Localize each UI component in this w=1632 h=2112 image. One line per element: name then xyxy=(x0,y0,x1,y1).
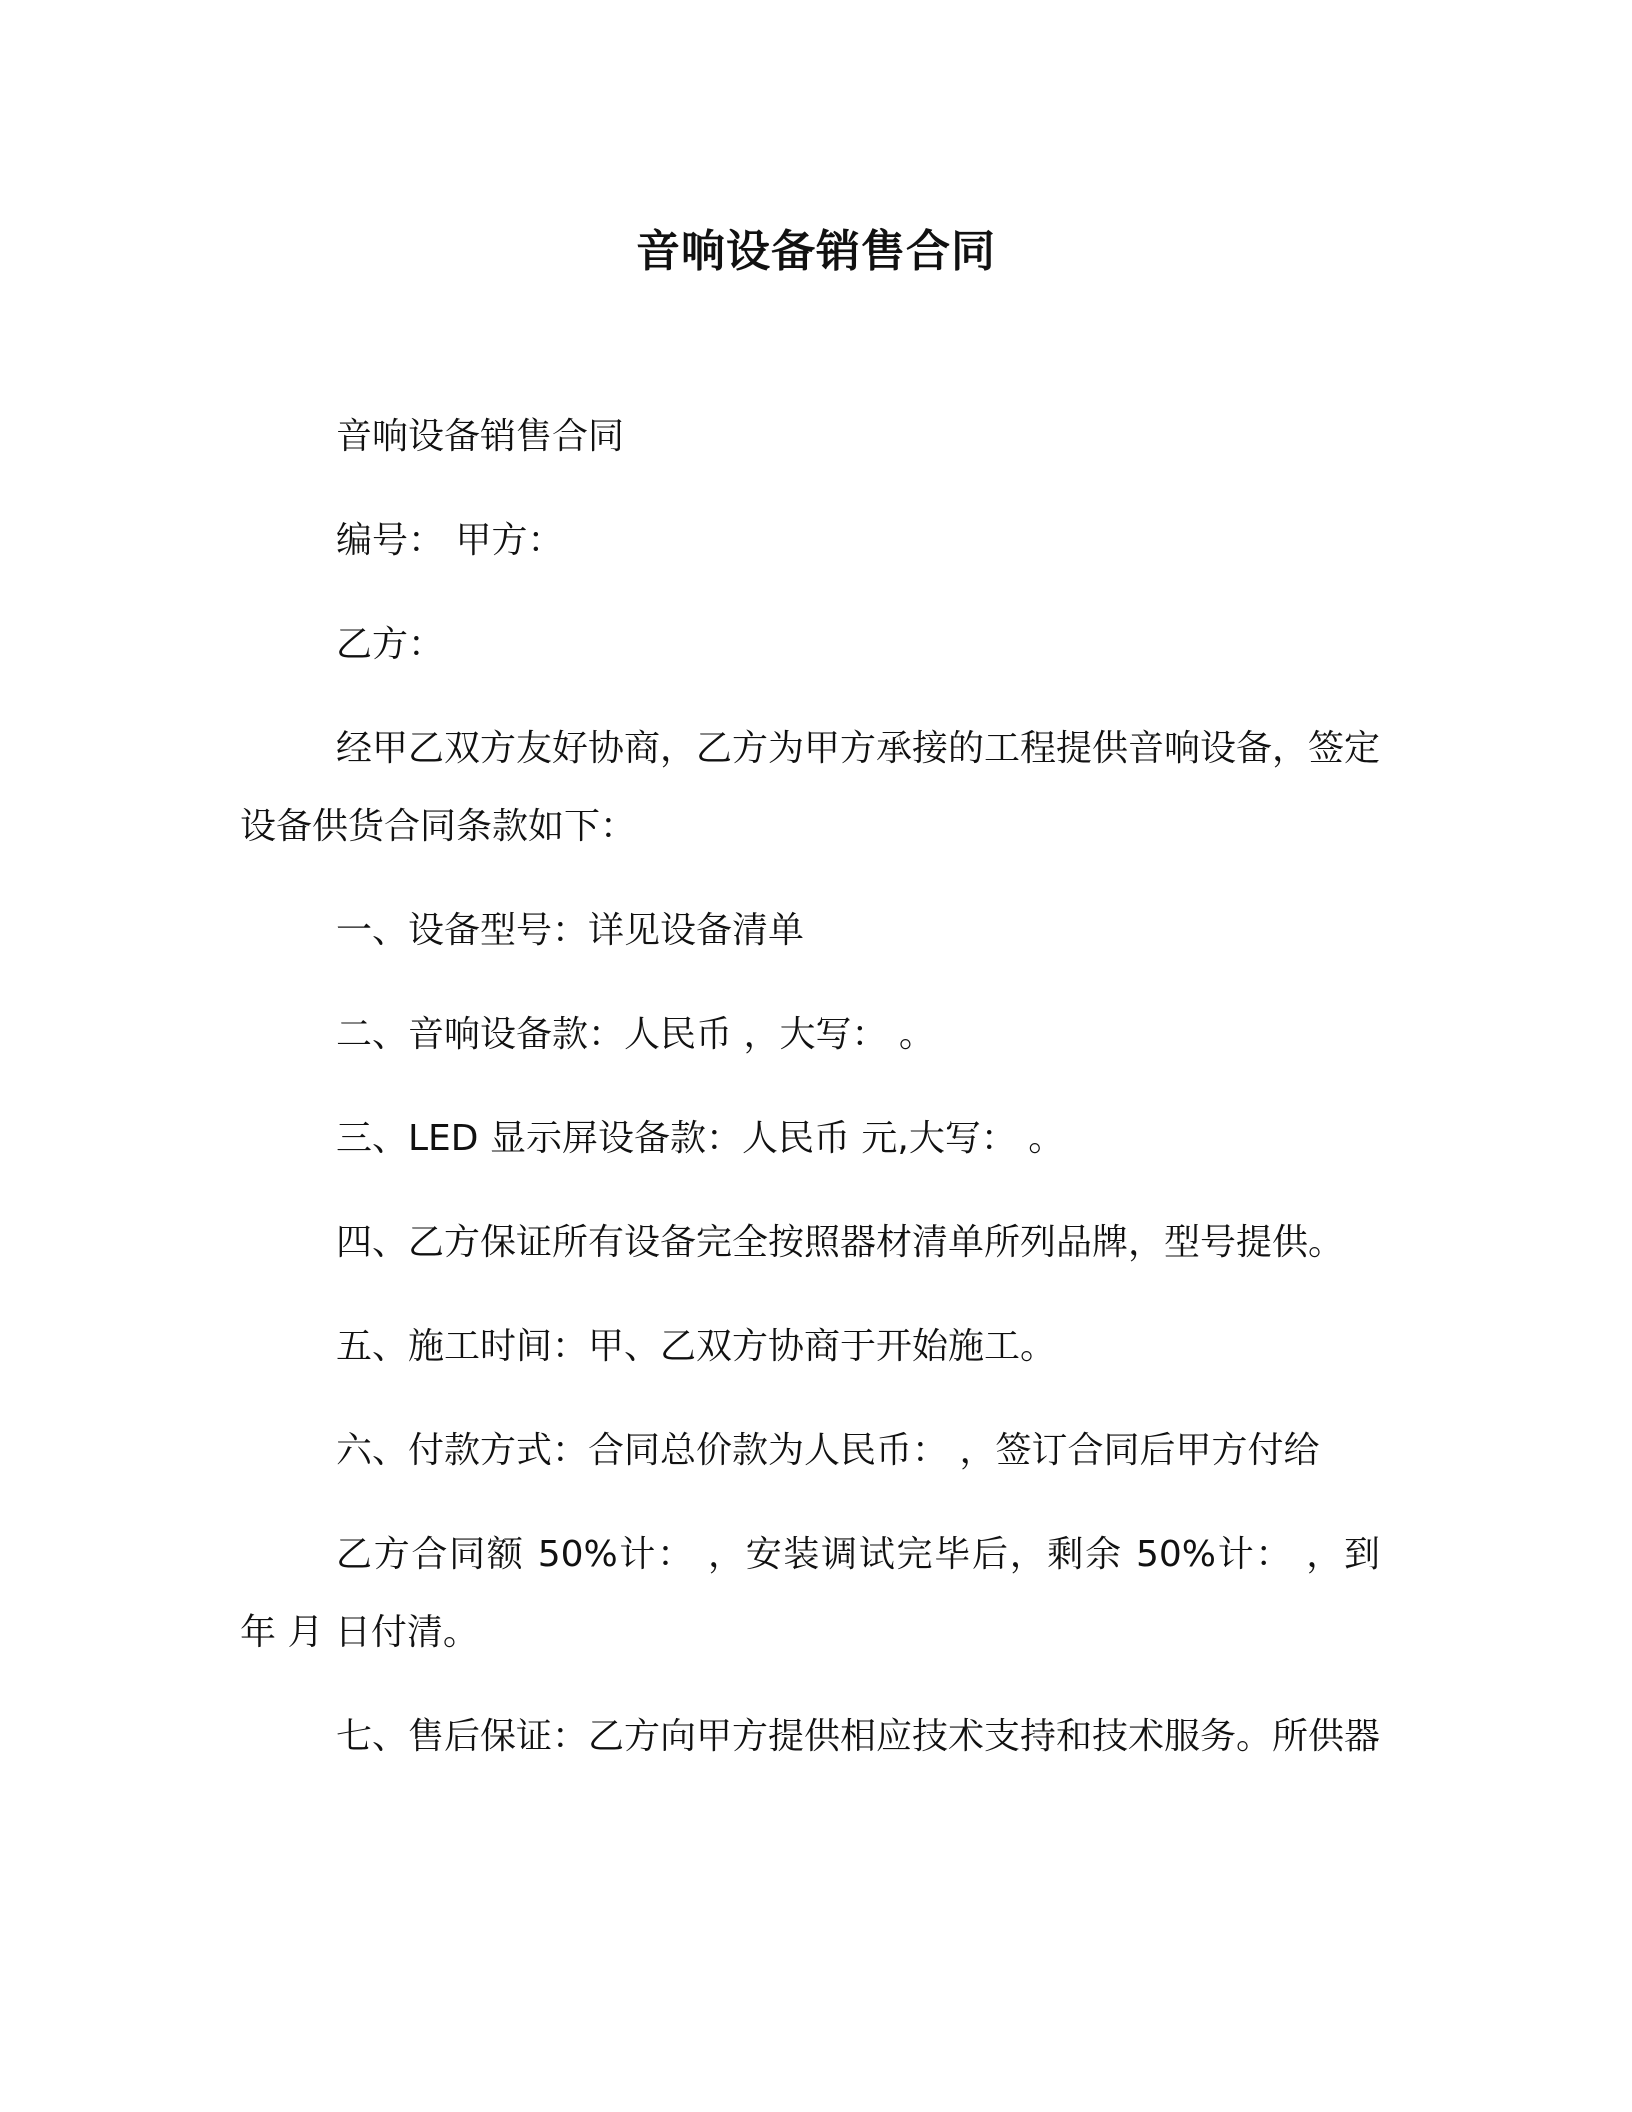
clause-5-construction-time: 五、施工时间：甲、乙双方协商于开始施工。 xyxy=(336,1326,1057,1367)
clause-2-audio-payment: 二、音响设备款：人民币 ，大写： 。 xyxy=(336,1014,935,1055)
paragraph-party-b: 乙方： xyxy=(336,624,445,665)
document-title: 音响设备销售合同 xyxy=(636,226,996,277)
clause-6-payment-schedule: 乙方合同额 50%计： ，安装调试完毕后，剩余 50%计： ，到 年 月 日付清。 xyxy=(240,1534,1380,1653)
clause-4-brand-guarantee: 四、乙方保证所有设备完全按照器材清单所列品牌，型号提供。 xyxy=(336,1222,1345,1263)
clause-3-led-payment: 三、LED 显示屏设备款：人民币 元,大写： 。 xyxy=(336,1118,1065,1159)
clause-6-payment-method: 六、付款方式：合同总价款为人民币： ，签订合同后甲方付给 xyxy=(336,1430,1320,1471)
paragraph-subtitle: 音响设备销售合同 xyxy=(336,416,625,457)
document-body xyxy=(240,398,1380,1802)
clause-7-after-sales: 七、售后保证：乙方向甲方提供相应技术支持和技术服务。所供器 xyxy=(336,1716,1381,1757)
paragraph-number-party-a: 编号： 甲方： xyxy=(336,520,564,561)
clause-1-equipment-model: 一、设备型号：详见设备清单 xyxy=(336,910,805,951)
paragraph-preamble: 经甲乙双方友好协商，乙方为甲方承接的工程提供音响设备，签定设备供货合同条款如下： xyxy=(240,728,1381,847)
